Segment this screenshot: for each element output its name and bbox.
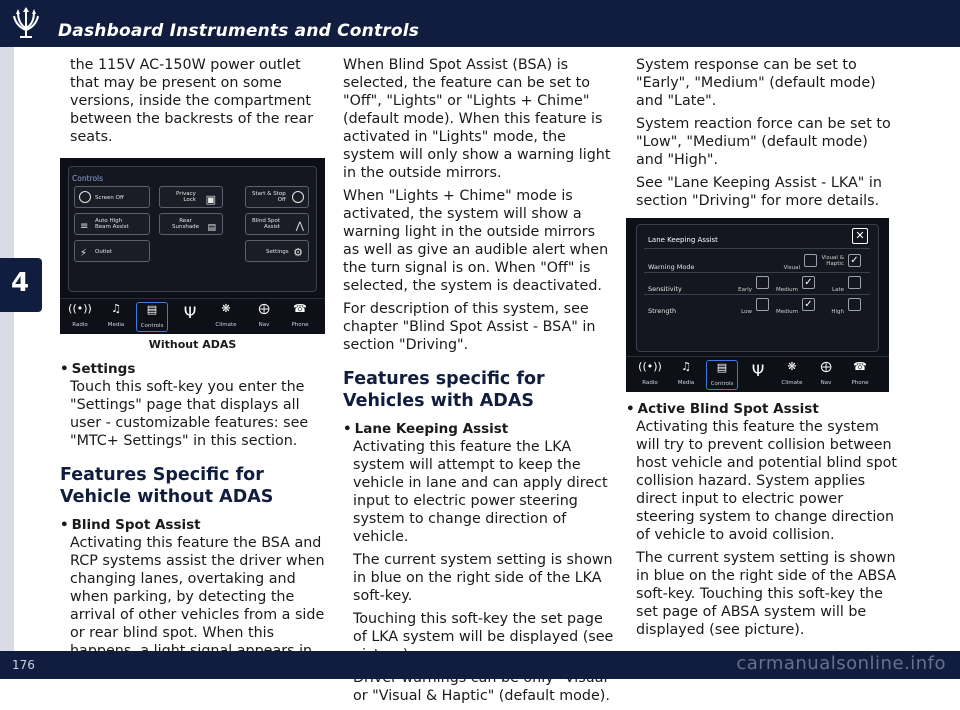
column-3 bbox=[626, 56, 898, 644]
figure-caption: Without ADAS bbox=[148, 338, 237, 351]
lka-paragraph: The current system setting is shown in blue on the right side of the LKA soft-key. bbox=[353, 552, 613, 604]
lka-response-paragraph: System response can be set to "Early", "Medium" (default mode) and "Late". bbox=[636, 57, 876, 109]
phone-icon: ☎ bbox=[853, 360, 867, 373]
car-icon: ▤ bbox=[716, 361, 728, 374]
music-icon: ♫ bbox=[681, 360, 691, 373]
nav-controls: ▤ Controls bbox=[706, 360, 738, 390]
nav-phone: ☎ Phone bbox=[284, 302, 316, 332]
controls-panel-title: Controls bbox=[72, 174, 104, 183]
lka-panel-title: Lane Keeping Assist bbox=[648, 236, 718, 244]
nav-bar bbox=[60, 298, 325, 334]
section-heading: Features Specific for Vehicle without ADAS bbox=[60, 465, 274, 507]
nav-controls: ▤ Controls bbox=[136, 302, 168, 332]
visual-haptic-checkbox: ✓ bbox=[848, 254, 861, 267]
late-checkbox bbox=[848, 276, 861, 289]
page-title: Dashboard Instruments and Controls bbox=[58, 21, 420, 41]
sensitivity-label: Sensitivity bbox=[648, 285, 682, 293]
power-icon bbox=[79, 191, 91, 203]
nav-bar bbox=[626, 356, 889, 392]
compass-icon: ⨁ bbox=[820, 360, 832, 373]
settings-paragraph: Touch this soft-key you enter the "Settings" page that displays all user - customizable features: see "MTC+ Settings" in this section. bbox=[70, 379, 309, 449]
medium-sensitivity-checkbox: ✓ bbox=[802, 276, 815, 289]
column-1 bbox=[60, 56, 330, 683]
bsa-paragraph: Activating this feature the BSA and RCP systems assist the driver when changing lanes, overtaking and when parking, by detecting the arrival of other vehicles from a side or rear blind spot. When this bbox=[70, 535, 325, 641]
nav-home bbox=[174, 302, 206, 332]
music-icon: ♫ bbox=[111, 302, 121, 315]
gear-icon: ⚙ bbox=[293, 246, 303, 259]
lka-paragraph: Activating this feature the LKA system will attempt to keep the vehicle in lane and can apply direct input to electric power steering system to change direction of vehicle. bbox=[353, 439, 608, 545]
bsa-modes-paragraph: When Blind Spot Assist (BSA) is selected, the feature can be set to "Off", "Lights" or "Lights + Chime" (default mode). When this feature is activated in "Lights" mode, the system will only show a warning light in the outside mirrors. bbox=[343, 57, 611, 181]
high-checkbox bbox=[848, 298, 861, 311]
chapter-band bbox=[0, 47, 14, 651]
tile-label: Auto High Beam Assist bbox=[95, 218, 129, 230]
bsa-reference-paragraph: For description of this system, see chapter "Blind Spot Assist - BSA" in section "Driving". bbox=[343, 301, 596, 353]
radio-icon: ((•)) bbox=[68, 302, 92, 315]
nav-nav: ⨁ Nav bbox=[810, 360, 842, 390]
warning-mode-label: Warning Mode bbox=[648, 263, 695, 271]
absa-paragraph: The current system setting is shown in blue on the right side of the ABSA soft-key. Touching this soft-key the set page of ABSA system will be displayed (see picture). bbox=[636, 550, 897, 638]
trident-logo-icon bbox=[10, 6, 42, 40]
watermark: carmanualsonline.info bbox=[736, 653, 946, 674]
chapter-tab bbox=[0, 258, 42, 312]
nav-media: ♫ Media bbox=[100, 302, 132, 332]
high-beam-icon: ≡ bbox=[80, 221, 89, 232]
nav-radio: ((•)) Radio bbox=[64, 302, 96, 332]
lka-screenshot: Lane Keeping Assist ✕ Warning Mode Visual Visual & Haptic ✓ Sensitivity Early Medium ✓ Late Strength Low Medium ✓ High ((•)) Radio ♫ Media ▤ Controls Ψ ❋ Climate ⨁ Nav ☎ Phone bbox=[626, 218, 889, 392]
lka-paragraph: or "Visual & Haptic" (default mode). bbox=[353, 688, 610, 704]
strength-label: Strength bbox=[648, 307, 677, 315]
tile-label: Start & Stop Off bbox=[252, 191, 286, 203]
nav-climate: ❋ Climate bbox=[210, 302, 242, 332]
page-header bbox=[0, 0, 960, 47]
compass-icon: ⨁ bbox=[258, 302, 270, 315]
nav-climate: ❋ Climate bbox=[776, 360, 808, 390]
blind-spot-tile bbox=[245, 213, 309, 235]
tile-label: Settings bbox=[266, 249, 289, 255]
outlet-icon: ⚡ bbox=[80, 248, 88, 259]
phone-icon: ☎ bbox=[293, 302, 307, 315]
lights-chime-paragraph: When "Lights + Chime" mode is activated, the system will show a warning light in the outside mirrors as well as give an audible alert when the turn signal is on. When "Off" is selected, the system is deactivated. bbox=[343, 188, 609, 294]
lock-icon: ▣ bbox=[205, 193, 216, 206]
settings-bullet-title: • Settings bbox=[60, 360, 330, 378]
nav-home bbox=[742, 360, 774, 390]
lka-reference-paragraph: See "Lane Keeping Assist - LKA" in section "Driving" for more details. bbox=[636, 175, 882, 209]
absa-paragraph: Activating this feature the system will try to prevent collision between host vehicle and potential blind spot collision hazard. System applies direct input to electric power steering system to change direction of vehicle to avoid collision. bbox=[636, 419, 898, 543]
start-stop-tile bbox=[245, 186, 309, 208]
controls-screenshot bbox=[60, 158, 325, 334]
absa-bullet-title: • Active Blind Spot Assist bbox=[626, 400, 898, 418]
trident-icon: Ψ bbox=[751, 361, 765, 380]
rear-sunshade-tile bbox=[159, 213, 223, 235]
lka-paragraph: Touching this soft-key the set page of LKA system will be displayed (see bbox=[353, 611, 614, 645]
divider bbox=[644, 294, 870, 295]
settings-tile bbox=[245, 240, 309, 262]
low-checkbox bbox=[756, 298, 769, 311]
auto-high-beam-tile bbox=[74, 213, 150, 235]
climate-icon: ❋ bbox=[221, 302, 231, 315]
close-icon: ✕ bbox=[852, 228, 868, 244]
intro-paragraph: the 115V AC-150W power outlet that may be present on some versions, inside the compartment between the backrests of the rear seats. bbox=[70, 57, 314, 145]
start-stop-icon bbox=[292, 191, 304, 203]
section-heading: Features specific for Vehicles with ADAS bbox=[343, 369, 545, 411]
privacy-lock-tile bbox=[159, 186, 223, 208]
chapter-number: 4 bbox=[11, 268, 30, 298]
column-2 bbox=[343, 56, 615, 710]
blind-spot-icon: ⋀ bbox=[295, 221, 304, 232]
page-number: 176 bbox=[12, 658, 35, 672]
nav-radio: ((•)) Radio bbox=[634, 360, 666, 390]
nav-media: ♫ Media bbox=[670, 360, 702, 390]
trident-icon: Ψ bbox=[183, 303, 197, 322]
early-checkbox bbox=[756, 276, 769, 289]
screen-off-tile bbox=[74, 186, 150, 208]
bsa-bullet-title: • Blind Spot Assist bbox=[60, 516, 330, 534]
tile-label: Privacy Lock bbox=[176, 191, 196, 203]
nav-phone: ☎ Phone bbox=[844, 360, 876, 390]
lka-bullet-title: • Lane Keeping Assist bbox=[343, 420, 615, 438]
outlet-tile bbox=[74, 240, 150, 262]
radio-icon: ((•)) bbox=[638, 360, 662, 373]
nav-nav: ⨁ Nav bbox=[248, 302, 280, 332]
climate-icon: ❋ bbox=[787, 360, 797, 373]
tile-label: Blind Spot Assist bbox=[252, 218, 281, 230]
medium-strength-checkbox: ✓ bbox=[802, 298, 815, 311]
car-icon: ▤ bbox=[146, 303, 158, 316]
page-footer bbox=[0, 651, 960, 679]
lka-force-paragraph: System reaction force can be set to "Low", "Medium" (default mode) and "High". bbox=[636, 116, 891, 168]
tile-label: Rear Sunshade bbox=[172, 218, 200, 230]
tile-label: Outlet bbox=[95, 249, 113, 255]
divider bbox=[644, 248, 870, 249]
tile-label: Screen Off bbox=[95, 195, 124, 201]
divider bbox=[644, 272, 870, 273]
sunshade-icon: ▤ bbox=[207, 223, 216, 233]
